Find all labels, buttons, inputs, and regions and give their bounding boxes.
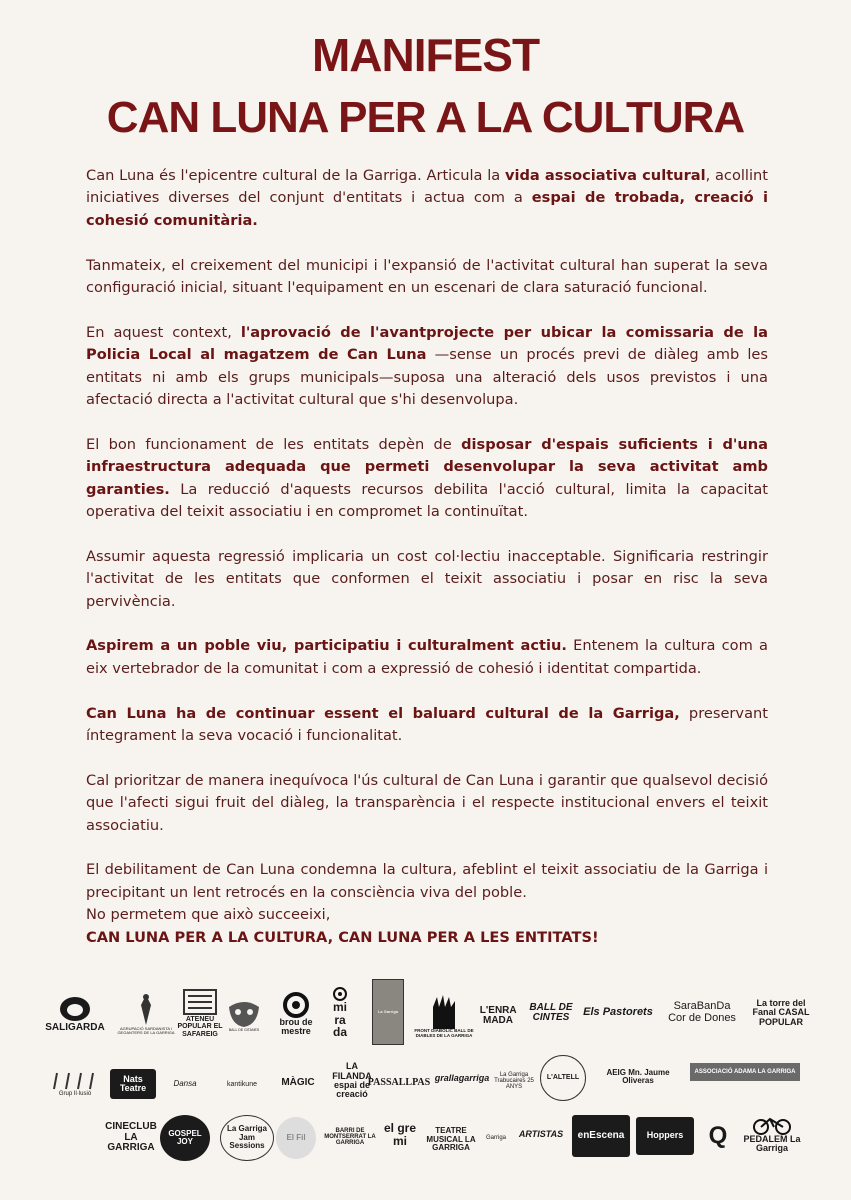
title-can-luna: CAN LUNA PER A LA CULTURA bbox=[106, 93, 745, 142]
logo-dansa: Dansa bbox=[173, 1078, 197, 1088]
building-icon bbox=[182, 988, 218, 1016]
bicycle-icon bbox=[752, 1115, 792, 1135]
logo-gospel-joy: GOSPEL JOY bbox=[160, 1115, 210, 1161]
closing-paragraph: El debilitament de Can Luna condemna la cultura, afeblint el teixit associatiu de la Garriga i precipitant un lent retrocés en la consciència viva del poble. No permetem que això succeeixi, CAN LUNA PER A LA CULTURA, CAN LUNA PER A LES ENTITATS! bbox=[86, 861, 768, 946]
logo-teatre-musical: TEATRE MUSICAL LA GARRIGA bbox=[426, 1126, 476, 1153]
logo-brou-mestre: brou de mestre bbox=[272, 985, 320, 1043]
logo-pastorets: Els Pastorets bbox=[583, 1006, 653, 1019]
logo-aeig: AEIG Mn. Jaume Oliveras bbox=[606, 1067, 670, 1085]
eye-icon bbox=[331, 987, 349, 1001]
logo-ball-gitanes: BALL DE GITANES bbox=[220, 989, 268, 1043]
paragraph-2: Tanmateix, el creixement del municipi i l'expansió de l'activitat cultural han superat la seva configuració inicial, situant l'equipament en un escenari de clara saturació funcional. bbox=[86, 256, 768, 297]
logo-poster: La Garriga bbox=[372, 979, 404, 1045]
logo-barri-montserrat: BARRI DE MONTSERRAT LA GARRIGA bbox=[324, 1127, 376, 1147]
logo-torre-fanal: La torre del Fanal CASAL POPULAR bbox=[752, 997, 810, 1027]
logo-nats-teatre: Nats Teatre bbox=[110, 1069, 156, 1099]
logo-pedalem: PEDALEM La Garriga bbox=[740, 1109, 804, 1159]
paragraph-1: Can Luna és l'epicentre cultural de la Garriga. Articula la vida associativa cultural, acollint iniciatives diverses del conjunt d'entitats i actua com a espai de trobada, creació i cohesió comunitària. bbox=[86, 167, 769, 229]
saligarda-icon bbox=[58, 995, 92, 1023]
paragraph-8: Cal prioritzar de manera inequívoca l'ús cultural de Can Luna i garantir que qualsevol decisió que l'afecti sigui fruit del diàleg, la transparència i el respecte institucional envers el teixit associatiu. bbox=[86, 771, 768, 834]
paragraph-4: El bon funcionament de les entitats depèn de disposar d'espais suficients i d'una infraestructura adequada que permeti desenvolupar la seva activitat amb garanties. La reducció d'aquests recursos debilita l'acció cultural, limita la capacitat operativa del teixit associatiu i en compromet la continuïtat. bbox=[86, 435, 769, 521]
logo-jam-sessions: La Garriga Jam Sessions bbox=[220, 1115, 274, 1161]
logo-artistas: ARTISTAS bbox=[518, 1129, 564, 1140]
devil-hand-icon bbox=[427, 993, 461, 1029]
logo-enescena: enEscena bbox=[572, 1115, 630, 1157]
logo-cineclub: CINECLUB LA GARRIGA bbox=[105, 1121, 157, 1154]
logo-el-gremi: el gre mi bbox=[383, 1121, 416, 1148]
dancer-icon bbox=[131, 993, 161, 1027]
closing-slogan: CAN LUNA PER A LA CULTURA, CAN LUNA PER A LES ENTITATS! bbox=[86, 928, 599, 946]
logo-adama: ASSOCIACIÓ ADAMA LA GARRIGA bbox=[690, 1063, 800, 1081]
logo-saligarda: SALIGARDA bbox=[40, 987, 110, 1042]
logo-ball-cintes: BALL DE CINTES bbox=[529, 1001, 573, 1023]
logo-sarabanda: SaraBanDa Cor de Dones bbox=[668, 1000, 736, 1024]
logo-hoppers: Hoppers bbox=[636, 1117, 694, 1155]
logo-q: Q bbox=[708, 1122, 728, 1150]
paragraph-3: En aquest context, l'aprovació de l'avantprojecte per ubicar la comissaria de la Policia Local al magatzem de Can Luna —sense un procés previ de diàleg amb les entitats ni amb els grups municipals—suposa una alteració dels usos previstos i una afectació directa a l'activitat cultural que s'hi desenvolupa. bbox=[86, 323, 768, 409]
logo-el-fil: El Fil bbox=[276, 1117, 316, 1159]
logo-grallagarriga: grallagarriga bbox=[434, 1073, 490, 1084]
logo-enramada: L'ENRA MADA bbox=[479, 1004, 517, 1026]
logo-front-diabolic: FRONT DIABÒLIC BALL DE DIABLES DE LA GARRIGA bbox=[412, 987, 476, 1045]
paragraph-5: Assumir aquesta regressió implicaria un cost col·lectiu inacceptable. Significaria restringir l'activitat de les entitats que conformen el teixit associatiu i posar en risc la seva pervivència. bbox=[86, 547, 768, 610]
brou-icon bbox=[280, 992, 312, 1018]
logo-agrupacio-sardanista: AGRUPACIÓ SARDANISTA I GEGANTERS DE LA GARRIGA bbox=[112, 985, 180, 1043]
manifesto-body bbox=[86, 165, 768, 949]
logo-trabucaires: La Garriga Trabucaires 25 ANYS bbox=[494, 1071, 534, 1091]
logo-magic: MÀGIC bbox=[281, 1076, 315, 1088]
logo-mirada: mi ra da bbox=[325, 981, 355, 1045]
logo-la-filanda: LA FILANDA espai de creació bbox=[332, 1061, 372, 1100]
logo-garriga-figure: Garriga bbox=[485, 1134, 506, 1141]
mask-icon bbox=[227, 999, 261, 1029]
title-manifest: MANIFEST bbox=[311, 29, 540, 81]
logo-laltell: L'ALTELL bbox=[540, 1055, 586, 1101]
paragraph-6: Aspirem a un poble viu, participatiu i culturalment actiu. Entenem la cultura com a eix vertebrador de la comunitat i com a expressió de cohesió i identitat compartida. bbox=[86, 637, 768, 677]
entity-logos bbox=[40, 975, 810, 1170]
logo-grup-illusio: Grup Il·lusió bbox=[44, 1065, 106, 1101]
paragraph-7: Can Luna ha de continuar essent el baluard cultural de la Garriga, preservant íntegrament la seva vocació i funcionalitat. bbox=[86, 704, 768, 745]
logo-ateneu-safareig: ATENEU POPULAR EL SAFAREIG bbox=[170, 983, 230, 1043]
logo-passallpas: PASSALLPAS bbox=[367, 1076, 431, 1088]
dancers-icon bbox=[48, 1069, 102, 1091]
logo-kantikune: kantikune bbox=[227, 1081, 257, 1089]
